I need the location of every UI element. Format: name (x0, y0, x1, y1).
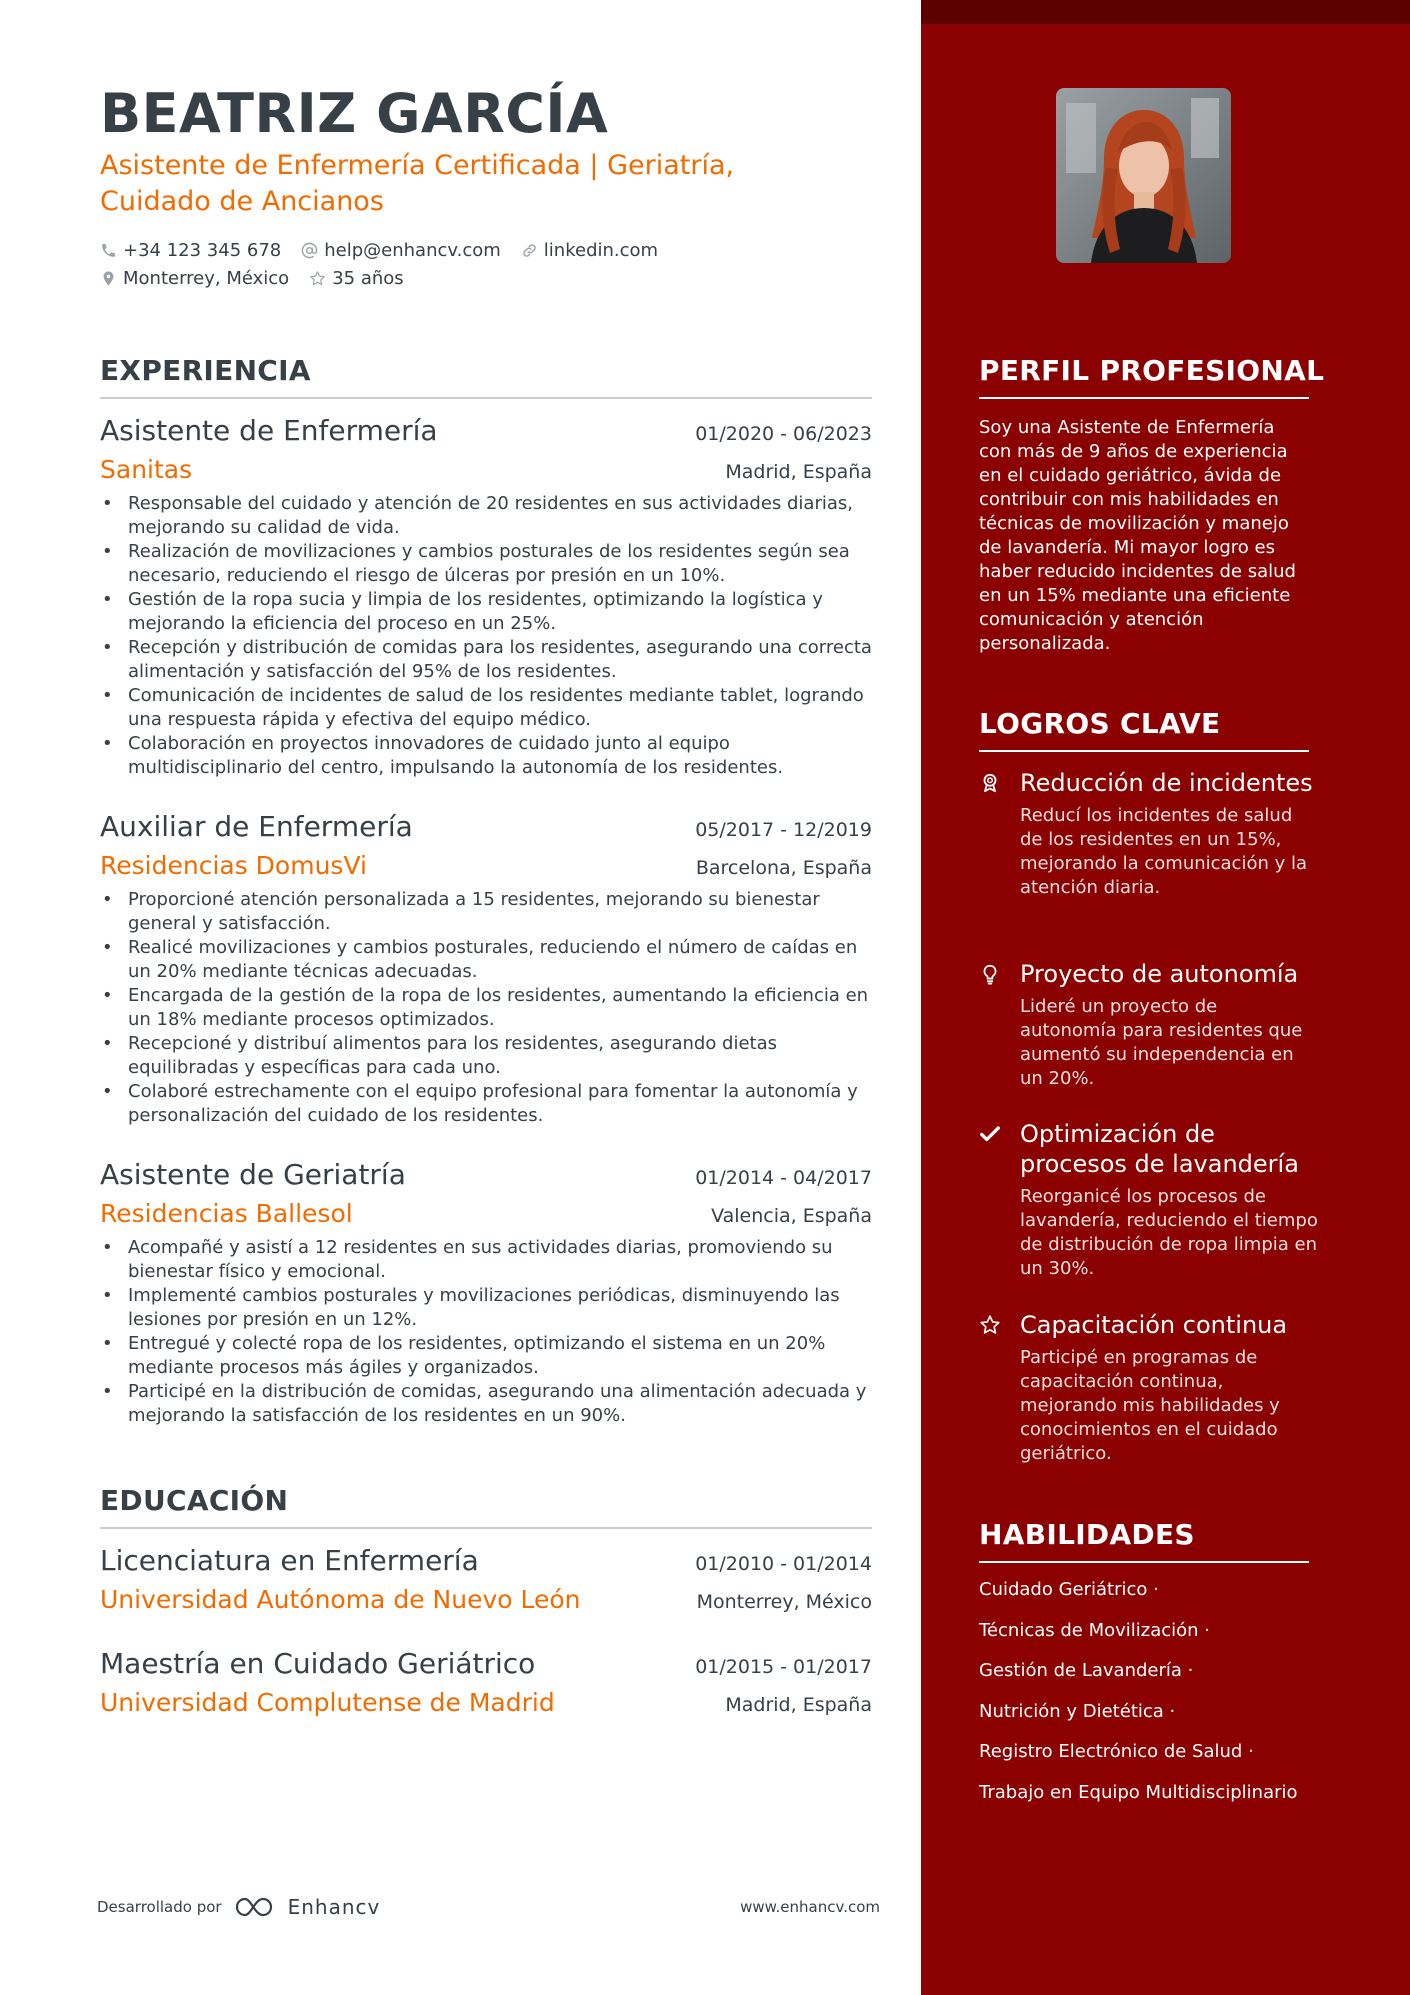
job-dates: 01/2020 - 06/2023 (695, 423, 872, 445)
job-company: Residencias Ballesol (100, 1199, 353, 1228)
degree-dates: 01/2015 - 01/2017 (695, 1656, 872, 1678)
award-icon (979, 772, 1001, 794)
degree-title: Licenciatura en Enfermería (100, 1544, 479, 1577)
skill-item: Técnicas de Movilización · (979, 1619, 1211, 1641)
job-bullet: • Recepción y distribución de comidas para los residentes, asegurando una correcta alimentación y satisfacción del 95% de los residentes. (100, 636, 872, 684)
email-text: help@enhancv.com (324, 239, 501, 261)
skill-item: Cuidado Geriátrico · (979, 1579, 1159, 1600)
job-role: Auxiliar de Enfermería (100, 810, 413, 843)
portrait-image (1056, 88, 1231, 263)
education-section-title: EDUCACIÓN (100, 1484, 872, 1529)
degree-dates: 01/2010 - 01/2014 (695, 1553, 872, 1575)
job-location: Barcelona, España (695, 857, 872, 879)
achievement-title: Proyecto de autonomía (1020, 960, 1299, 988)
location-text: Monterrey, México (123, 267, 290, 289)
school-location: Madrid, España (725, 1694, 872, 1716)
school-name: Universidad Autónoma de Nuevo León (100, 1585, 581, 1614)
skills-list (979, 1578, 1399, 1821)
star-icon (979, 1314, 1001, 1336)
enhancv-logo-icon (234, 1895, 280, 1919)
job-location: Madrid, España (725, 461, 872, 483)
experience-section-title: EXPERIENCIA (100, 354, 872, 399)
achievement-description: Lideré un proyecto de autonomía para residentes que aumentó su independencia en un 20%. (1020, 996, 1303, 1089)
job-bullet: • Encargada de la gestión de la ropa de los residentes, aumentando la eficiencia en un 18% mediante procesos optimizados. (100, 984, 872, 1032)
candidate-name: BEATRIZ GARCÍA (100, 82, 609, 145)
phone-contact[interactable] (100, 240, 281, 261)
sidebar-top-bar (921, 0, 1410, 24)
phone-text: +34 123 345 678 (123, 239, 282, 261)
enhancv-logo[interactable] (234, 1895, 381, 1919)
job-role: Asistente de Enfermería (100, 414, 438, 447)
skills-section-title: HABILIDADES (979, 1518, 1309, 1563)
headline-line-2: Cuidado de Ancianos (100, 186, 384, 217)
job-company: Residencias DomusVi (100, 851, 367, 880)
lightbulb-icon (979, 963, 1001, 985)
powered-by-label: Desarrollado por (97, 1898, 222, 1916)
job-company: Sanitas (100, 455, 193, 484)
job-bullet: • Implementé cambios posturales y movilizaciones periódicas, disminuyendo las lesiones por presión en un 12%. (100, 1284, 872, 1332)
job-bullet: • Acompañé y asistí a 12 residentes en sus actividades diarias, promoviendo su bienestar físico y emocional. (100, 1236, 872, 1284)
job-location: Valencia, España (711, 1205, 872, 1227)
contact-info (100, 236, 880, 292)
achievement-item (979, 1119, 1319, 1281)
checkmark-icon (979, 1123, 1001, 1145)
job-bullet: • Colaboración en proyectos innovadores de cuidado junto al equipo multidisciplinario del centro, impulsando la autonomía de los residentes. (100, 732, 872, 780)
experience-entry (100, 810, 872, 1128)
achievement-item (979, 1310, 1319, 1466)
school-name: Universidad Complutense de Madrid (100, 1688, 555, 1717)
enhancv-brand-text: Enhancv (287, 1895, 381, 1919)
location-contact (100, 268, 289, 289)
job-bullet: • Realización de movilizaciones y cambios posturales de los residentes según sea necesario, reduciendo el riesgo de úlceras por presión en un 10%. (100, 540, 872, 588)
job-bullet: • Realicé movilizaciones y cambios posturales, reduciendo el número de caídas en un 20% mediante técnicas adecuadas. (100, 936, 872, 984)
achievement-item (979, 959, 1319, 1091)
link-icon (521, 242, 538, 259)
job-role: Asistente de Geriatría (100, 1158, 406, 1191)
job-bullets (100, 888, 872, 1128)
job-bullet: • Recepcioné y distribuí alimentos para los residentes, asegurando dietas equilibradas y específicas para cada uno. (100, 1032, 872, 1080)
age-contact (309, 268, 403, 289)
profile-photo (1056, 88, 1231, 263)
job-bullet: • Entregué y colecté ropa de los residentes, optimizando el sistema en un 20% mediante procesos más ágiles y organizados. (100, 1332, 872, 1380)
profile-section-title: PERFIL PROFESIONAL (979, 354, 1309, 399)
achievement-title: Optimización de procesos de lavandería (1020, 1120, 1299, 1178)
experience-entry (100, 1158, 872, 1428)
job-bullet: • Comunicación de incidentes de salud de los residentes mediante tablet, logrando una respuesta rápida y efectiva del equipo médico. (100, 684, 872, 732)
sidebar (921, 0, 1410, 1995)
footer (97, 1895, 880, 1919)
education-entry (100, 1647, 872, 1717)
star-outline-icon (309, 270, 326, 287)
experience-entry (100, 414, 872, 780)
degree-title: Maestría en Cuidado Geriátrico (100, 1647, 536, 1680)
at-icon (301, 242, 318, 259)
achievement-description: Participé en programas de capacitación continua, mejorando mis habilidades y conocimientos en el cuidado geriátrico. (1020, 1347, 1280, 1464)
achievement-title: Capacitación continua (1020, 1311, 1288, 1339)
linkedin-contact[interactable] (521, 240, 658, 261)
phone-icon (100, 242, 117, 259)
headline-line-1: Asistente de Enfermería Certificada | Geriatría, (100, 150, 735, 181)
website-link[interactable]: www.enhancv.com (740, 1898, 880, 1916)
achievement-description: Reducí los incidentes de salud de los residentes en un 15%, mejorando la comunicación y la atención diaria. (1020, 805, 1308, 898)
achievement-title: Reducción de incidentes (1020, 769, 1313, 797)
achievements-section-title: LOGROS CLAVE (979, 707, 1309, 752)
job-dates: 01/2014 - 04/2017 (695, 1167, 872, 1189)
age-text: 35 años (332, 267, 404, 289)
skill-item: Gestión de Lavandería · (979, 1660, 1194, 1681)
job-bullet: • Colaboré estrechamente con el equipo profesional para fomentar la autonomía y personalización del cuidado de los residentes. (100, 1080, 872, 1128)
job-bullet: • Proporcioné atención personalizada a 15 residentes, mejorando su bienestar general y satisfacción. (100, 888, 872, 936)
email-contact[interactable] (301, 240, 501, 261)
achievement-item (979, 768, 1319, 900)
skill-item: Nutrición y Dietética · (979, 1700, 1176, 1722)
profile-summary: Soy una Asistente de Enfermería con más de 9 años de experiencia en el cuidado geriátrico, ávida de contribuir con mis habilidades en técnicas de movilización y manejo de lavandería. Mi mayor logro es haber reducido incidentes de salud en un 15% mediante una eficiente comunicación y atención personalizada. (979, 417, 1296, 654)
skill-item: Trabajo en Equipo Multidisciplinario (979, 1781, 1298, 1803)
location-pin-icon (100, 270, 117, 287)
education-entry (100, 1544, 872, 1614)
job-bullets (100, 492, 872, 780)
skill-item: Registro Electrónico de Salud · (979, 1741, 1254, 1762)
job-bullet: • Responsable del cuidado y atención de 20 residentes en sus actividades diarias, mejorando su calidad de vida. (100, 492, 872, 540)
job-bullet: • Gestión de la ropa sucia y limpia de los residentes, optimizando la logística y mejorando la eficiencia del proceso en un 25%. (100, 588, 872, 636)
job-bullet: • Participé en la distribución de comidas, asegurando una alimentación adecuada y mejorando la satisfacción de los residentes en un 90%. (100, 1380, 872, 1428)
job-dates: 05/2017 - 12/2019 (695, 819, 872, 841)
linkedin-text: linkedin.com (543, 239, 659, 261)
headline (100, 148, 800, 220)
job-bullets (100, 1236, 872, 1428)
school-location: Monterrey, México (696, 1591, 872, 1613)
achievement-description: Reorganicé los procesos de lavandería, reduciendo el tiempo de distribución de ropa limpia en un 30%. (1020, 1186, 1318, 1279)
